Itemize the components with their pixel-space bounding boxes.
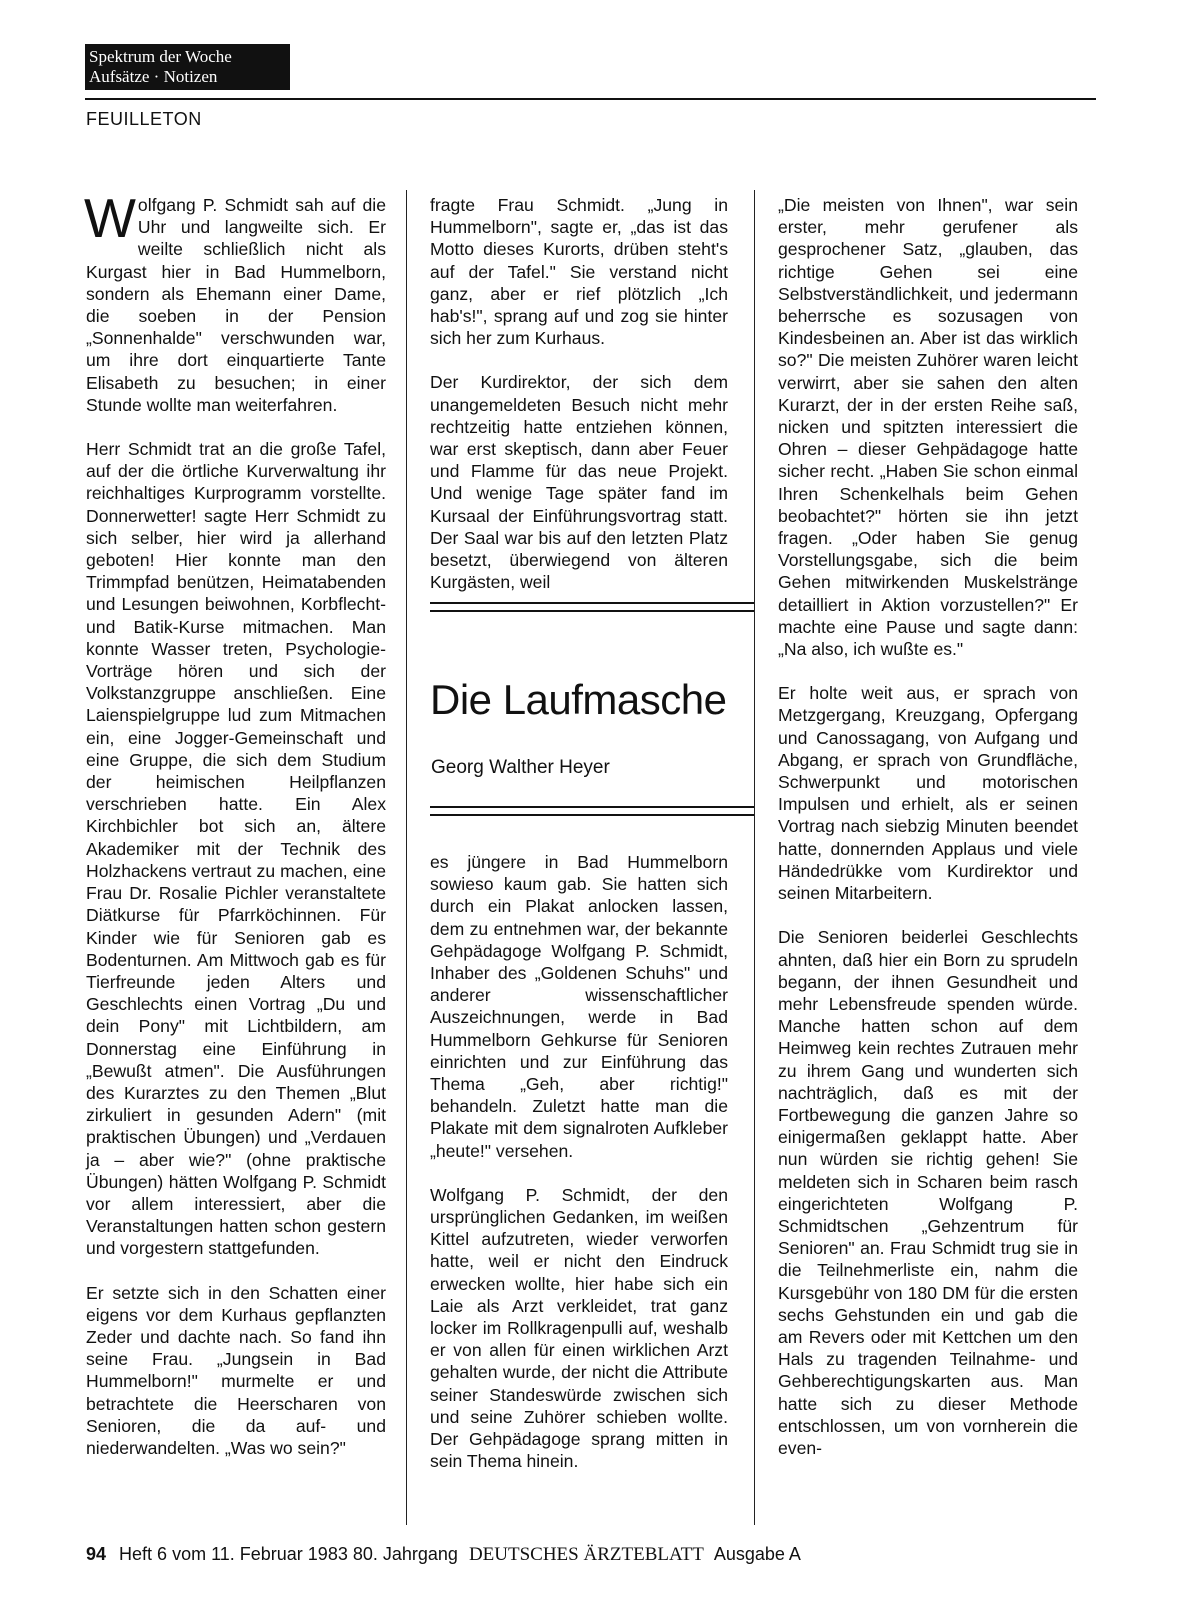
page-number: 94 bbox=[86, 1544, 107, 1564]
page-footer bbox=[86, 1544, 801, 1566]
paragraph: Wolfgang P. Schmidt, der den ursprünglichen Gedanken, im weißen Kittel aufzutreten, wieder verworfen hatte, weil er nicht den Eindruck erwecken wollte, hier habe sich ein Laie als Arzt verkleidet, trat ganz locker im Rollkragenpulli auf, weshalb er von allen für einen wirklichen Arzt gehalten wurde, der nicht die Attribute seiner Standeswürde zwischen sich und seine Zuhörer schieben wollte. Der Gehpädagoge sprang mitten in sein Thema hinein. bbox=[430, 1184, 728, 1472]
paragraph: Die Senioren beiderlei Geschlechts ahnten, daß hier ein Born zu sprudeln begann, der ihnen Gesundheit und mehr Lebensfreude spenden würde. Manche hatten schon auf dem Heimweg kein rechtes Zutrauen mehr zu ihrem Gang und wunderten sich nachträglich, daß es mit der Fortbewegung die ganzen Jahre so einigermaßen geklappt hatte. Aber nun würden sie richtig gehen! Sie meldeten sich in Scharen beim rasch eingerichteten Wolfgang P. Schmidtschen „Gehzentrum für Senioren" an. Frau Schmidt trug sie in die Teilnehmerliste ein, nahm die Kursgebühr von 180 DM für die ersten sechs Gehstunden ein und gab die am Revers oder mit Kettchen um den Hals zu tragenden Teilnahme- und Gehberechtigungskarten aus. Man hatte sich zu dieser Methode entschlossen, um von vornherein die even- bbox=[778, 927, 1078, 1458]
paragraph: fragte Frau Schmidt. „Jung in Hummelborn", sagte er, „das ist das Motto dieses Kurorts, drüben steht's auf der Tafel." Sie verstand nicht ganz, aber er rief plötzlich „Ich hab's!", sprang auf und zog sie hinter sich her zum Kurhaus. bbox=[430, 195, 728, 349]
article-author: Georg Walther Heyer bbox=[431, 757, 610, 778]
section-label: FEUILLETON bbox=[86, 109, 202, 129]
column-divider-1 bbox=[406, 190, 407, 1525]
column-divider-2 bbox=[754, 190, 755, 1525]
column-2-top bbox=[430, 194, 728, 615]
article-title: Die Laufmasche bbox=[430, 676, 727, 723]
paragraph: es jüngere in Bad Hummelborn sowieso kaum gab. Sie hatten sich durch ein Plakat anlocken lassen, dem zu entnehmen war, der bekannte Gehpädagoge Wolfgang P. Schmidt, Inhaber des „Goldenen Schuhs" und anderer wissenschaftlicher Auszeichnungen, werde in Bad Hummelborn Gehkurse für Senioren einrichten und zur Einführung das Thema „Geh, aber richtig!" behandeln. Zuletzt hatte man die Plakate mit dem signalroten Aufkleber „heute!" versehen. bbox=[430, 852, 728, 1161]
column-2-bottom bbox=[430, 851, 728, 1494]
paragraph: Der Kurdirektor, der sich dem unangemeldeten Besuch nicht mehr rechtzeitig hatte entziehen können, war erst skeptisch, dann aber Feuer und Flamme für das neue Projekt. Und wenige Tage später fand im Kursaal der Einführungsvortrag statt. Der Saal war bis auf den letzten Platz besetzt, überwiegend von älteren Kurgästen, weil bbox=[430, 372, 728, 593]
column-3 bbox=[778, 194, 1078, 1481]
paragraph: Wolfgang P. Schmidt sah auf die Uhr und langweilte sich. Er weilte schließlich nicht als Kurgast hier in Bad Hummelborn, sondern als Ehemann einer Dame, die soeben in der Pension „Sonnenhalde" verschwunden war, um ihre dort einquartierte Tante Elisabeth zu besuchen; in einer Stunde wollte man weiterfahren. bbox=[84, 187, 386, 415]
title-rule-top-1 bbox=[430, 602, 754, 604]
edition: Ausgabe A bbox=[713, 1544, 801, 1564]
header-line-2: Aufsätze · Notizen bbox=[89, 67, 218, 86]
paragraph: „Die meisten von Ihnen", war sein erster, mehr gerufener als gesprochener Satz, „glauben, das richtige Gehen sei eine Selbstverständlichkeit, und jedermann beherrsche es sozusagen von Kindesbeinen an. Aber ist das wirklich so?" Die meisten Zuhörer waren leicht verwirrt, aber sie sahen den alten Kurarzt, der in der ersten Reihe saß, nicken und spitzten interessiert die Ohren – dieser Gehpädagoge hatte sicher recht. „Haben Sie schon einmal Ihren Schenkelhals beim Gehen beobachtet?" hörten sie ihn jetzt fragen. „Oder haben Sie genug Vorstellungsgabe, sich die beim Gehen mitwirkenden Muskelstränge detailliert in Aktion vorzustellen?" Er machte eine Pause und sagte dann: „Na also, ich wußte es." bbox=[778, 195, 1078, 660]
title-rule-bottom-2 bbox=[430, 814, 754, 816]
journal-name: DEUTSCHES ÄRZTEBLATT bbox=[468, 1544, 704, 1565]
drop-cap: W bbox=[84, 187, 136, 249]
paragraph: Er holte weit aus, er sprach von Metzgergang, Kreuzgang, Opfergang und Canossagang, von Aufgang und Abgang, er sprach von Grundfläche, Schwerpunkt und motorischen Impulsen und erhielt, als er seinen Vortrag nach siebzig Minuten beendet hatte, donnernden Applaus und viele Händedrükke vom Kurdirektor und seinen Mitarbeitern. bbox=[778, 683, 1078, 904]
title-rule-top-2 bbox=[430, 610, 754, 612]
issue-info: Heft 6 vom 11. Februar 1983 80. Jahrgang bbox=[119, 1544, 458, 1564]
paragraph: Herr Schmidt trat an die große Tafel, auf der die örtliche Kurverwaltung ihr reichhaltiges Kurprogramm vorstellte. Donnerwetter! sagte Herr Schmidt zu sich selber, hier wird ja allerhand geboten! Hier konnte man den Trimmpfad benützen, Heimatabenden und Lesungen beiwohnen, Korbflecht- und Batik-Kurse mitmachen. Man konnte Wasser treten, Psychologie-Vorträge hören und sich der Volkstanzgruppe anschließen. Eine Laienspielgruppe lud zum Mitmachen ein, eine Jogger-Gemeinschaft und eine Gruppe, die sich dem Studium der heimischen Heilpflanzen verschrieben hatte. Ein Alex Kirchbichler bot sich an, ältere Akademiker mit der Technik des Holzhackens vertraut zu machen, eine Frau Dr. Rosalie Pichler veranstaltete Diätkurse für Pfarrköchinnen. Für Kinder wie für Senioren gab es Bodenturnen. Am Mittwoch gab es für Tierfreunde jeden Alters und Geschlechts einen Vortrag „Du und dein Pony" mit Lichtbildern, am Donnerstag eine Einführung in „Bewußt atmen". Die Ausführungen des Kurarztes zu den Themen „Blut zirkuliert in gesunden Adern" (mit praktischen Übungen) und „Verdauen ja – aber wie?" (ohne praktische Übungen) hätten Wolfgang P. Schmidt vor allem interessiert, aber die Veranstaltungen hatten schon gestern und vorgestern stattgefunden. bbox=[86, 439, 386, 1259]
header-rule bbox=[85, 98, 1096, 100]
paragraph: Er setzte sich in den Schatten einer eigens vor dem Kurhaus gepflanzten Zeder und dachte nach. So fand ihn seine Frau. „Jungsein in Bad Hummelborn!" murmelte er und betrachtete die Heerscharen von Senioren, die da auf- und niederwandelten. „Was wo sein?" bbox=[86, 1282, 386, 1458]
section-header-box bbox=[85, 44, 290, 90]
column-1 bbox=[84, 187, 386, 1481]
title-rule-bottom-1 bbox=[430, 806, 754, 808]
header-line-1: Spektrum der Woche bbox=[89, 47, 232, 66]
